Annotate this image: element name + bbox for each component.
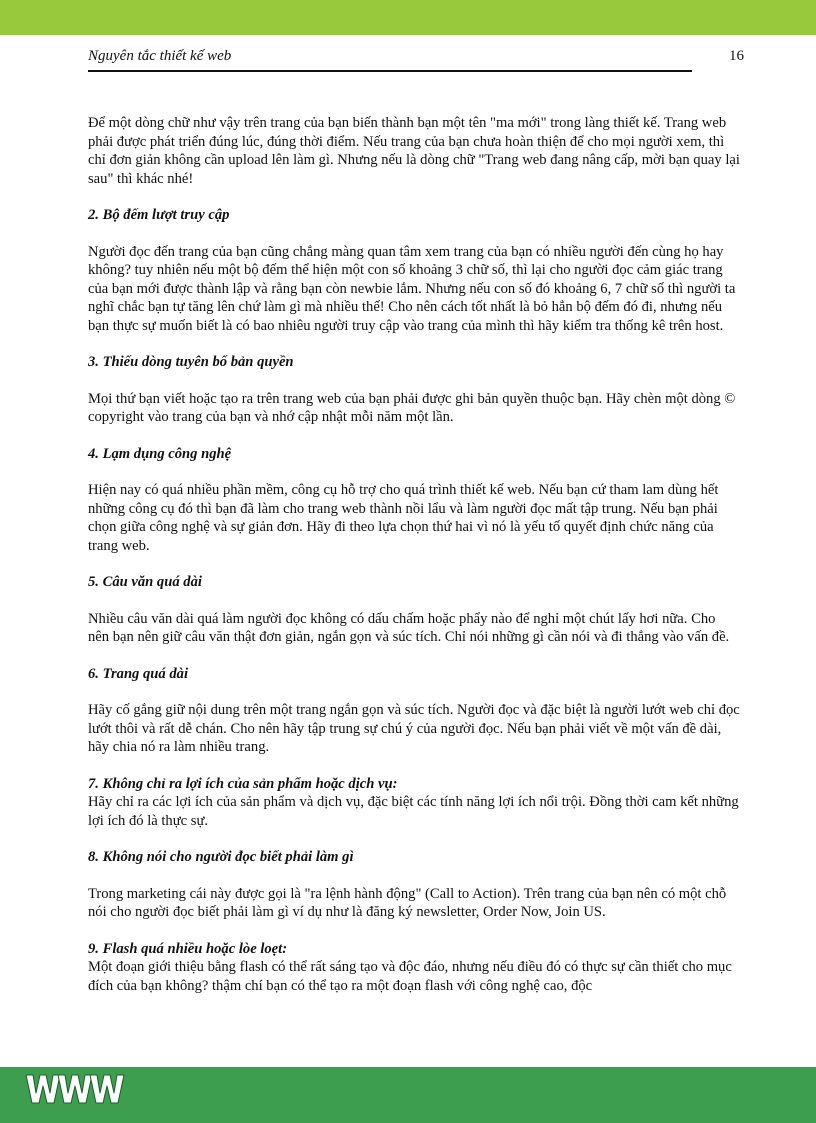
running-title: Nguyên tắc thiết kế web <box>88 48 232 64</box>
section-heading-5: 5. Câu văn quá dài <box>88 574 202 590</box>
section-body-4: Hiện nay có quá nhiều phần mềm, công cụ hỗ trợ cho quá trình thiết kế web. Nếu bạn cứ tham lam dùng hết những công cụ đó thì bạn đã làm cho trang web thành nồi lẩu và làm người đọc mất tập trung. Nếu bạn phải chọn giữa công nghệ và sự giản đơn. Hãy đi theo lựa chọn thứ hai vì nó là yếu tố quyết định chức năng của trang web. <box>88 482 719 554</box>
section-heading-6: 6. Trang quá dài <box>88 665 189 682</box>
section-body-6: Hãy cố gắng giữ nội dung trên một trang ngắn gọn và súc tích. Người đọc và đặc biệt là người lướt web chỉ đọc lướt thôi và rất dễ chán. Cho nên hãy tập trung sự chú ý của người đọc. Nếu bạn phải viết về một vấn đề dài, hãy chia nó ra làm nhiều trang. <box>88 702 740 755</box>
section-body-2: Người đọc đến trang của bạn cũng chẳng màng quan tâm xem trang của bạn có nhiều người đến cùng họ hay không? tuy nhiên nếu một bộ đếm thể hiện một con số khoảng 3 chữ số, thì lại cho người đọc cảm giác trang của bạn mới được thành lập và rằng bạn còn newbie lắm. Nhưng nếu con số đó khoảng 6, 7 chữ số thì người ta nghĩ chắc bạn tự tăng lên chứ làm gì mà nhiều thế! Cho nên cách tốt nhất là bỏ hẳn bộ đếm đó đi, nhưng nếu bạn thực sự muốn biết là có bao nhiêu người truy cập vào trang của mình thì hãy kiểm tra thống kê trên host. <box>88 243 736 334</box>
section-body-5: Nhiều câu văn dài quá làm người đọc không có dấu chấm hoặc phẩy nào để nghỉ một chút lấy hơi nữa. Cho nên bạn nên giữ câu văn thật đơn giản, ngắn gọn và súc tích. Chỉ nói những gì cần nói và đi thẳng vào vấn đề. <box>88 610 730 645</box>
page-header <box>88 48 744 68</box>
section-body-8: Trong marketing cái này được gọi là "ra lệnh hành động" (Call to Action). Trên trang của bạn nên có một chỗ nói cho người đọc biết phải làm gì ví dụ như là đăng ký newsletter, Order Now, Join US. <box>88 885 727 920</box>
section-heading-8: 8. Không nói cho người đọc biết phải làm gì <box>88 849 354 865</box>
page-number: 16 <box>729 48 744 64</box>
www-logo <box>24 1071 128 1107</box>
top-color-band <box>0 0 816 35</box>
logo-w-1 <box>26 1075 60 1103</box>
logo-w-3 <box>90 1075 124 1103</box>
document-body <box>88 114 740 995</box>
section-heading-4: 4. Lạm dụng công nghệ <box>88 445 232 462</box>
intro-paragraph: Để một dòng chữ như vậy trên trang của bạn biến thành bạn một tên "ma mới" trong làng thiết kế. Trang web phải được phát triển đúng lúc, đúng thời điểm. Nếu trang của bạn chưa hoàn thiện để cho mọi người xem, thì chỉ đơn giản không cần upload lên làm gì. Nhưng nếu là dòng chữ "Trang web đang nâng cấp, mời bạn quay lại sau" thì khác nhé! <box>88 115 740 187</box>
section-heading-9: 9. Flash quá nhiều hoặc lòe loẹt: <box>88 940 288 957</box>
section-heading-2: 2. Bộ đếm lượt truy cập <box>88 207 230 223</box>
logo-w-2 <box>58 1075 92 1103</box>
section-heading-7: 7. Không chỉ ra lợi ích của sản phẩm hoặc dịch vụ: <box>88 775 398 792</box>
section-body-9: Một đoạn giới thiệu bằng flash có thể rất sáng tạo và độc đáo, nhưng nếu điều đó có thực sự cần thiết cho mục đích của bạn không? thậm chí bạn có thể tạo ra một đoạn flash với công nghệ cao, độc <box>88 959 732 994</box>
section-body-7: Hãy chỉ ra các lợi ích của sản phẩm và dịch vụ, đặc biệt các tính năng lợi ích nổi trội. Đồng thời cam kết những lợi ích đó là thực sự. <box>88 794 739 829</box>
header-rule <box>88 70 692 72</box>
section-body-3: Mọi thứ bạn viết hoặc tạo ra trên trang web của bạn phải được ghi bản quyền thuộc bạn. Hãy chèn một dòng © copyright vào trang của bạn và nhớ cập nhật mỗi năm một lần. <box>88 390 736 425</box>
section-heading-3: 3. Thiếu dòng tuyên bố bản quyền <box>88 354 294 370</box>
